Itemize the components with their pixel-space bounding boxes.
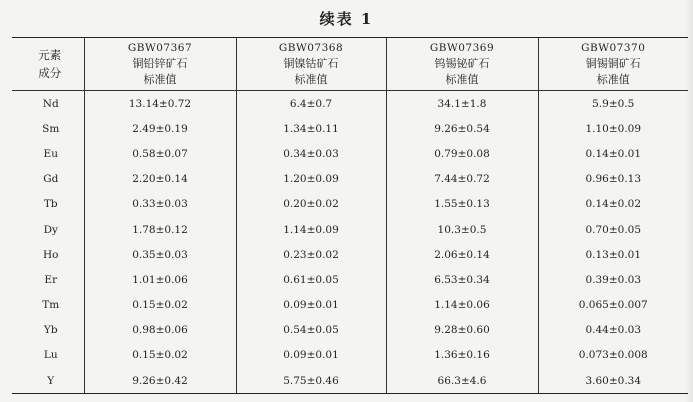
element-cell: Dy	[43, 223, 58, 236]
element-cell: Gd	[43, 173, 59, 186]
table-title: 续表 1	[319, 10, 374, 28]
column-label: 标准值	[596, 73, 630, 86]
header-row	[12, 38, 688, 91]
column-header-gbw07367	[84, 38, 236, 91]
value-cell: 0.073±0.008	[538, 343, 688, 368]
column-code: GBW07369	[429, 42, 495, 54]
element-cell: Tb	[43, 198, 58, 211]
element-cell: Lu	[43, 349, 58, 362]
value-cell: 1.14±0.09	[236, 217, 386, 242]
value-cell: 0.98±0.06	[84, 318, 236, 343]
element-cell: Nd	[42, 97, 59, 110]
value-cell: 0.14±0.02	[538, 192, 688, 217]
value-cell: 1.10±0.09	[538, 116, 688, 141]
table-row	[12, 368, 688, 394]
column-name: 钨锡铋矿石	[434, 57, 490, 70]
value-cell: 1.34±0.11	[236, 116, 386, 141]
element-cell: Yb	[43, 324, 58, 337]
value-cell: 10.3±0.5	[386, 217, 538, 242]
table-row	[12, 217, 688, 242]
value-cell: 0.34±0.03	[236, 141, 386, 166]
value-cell: 0.09±0.01	[236, 343, 386, 368]
value-cell: 0.79±0.08	[386, 141, 538, 166]
value-cell: 0.96±0.13	[538, 167, 688, 192]
element-cell: Ho	[43, 248, 59, 261]
column-header-gbw07368	[236, 38, 386, 91]
column-label: 标准值	[143, 73, 177, 86]
value-cell: 0.15±0.02	[84, 293, 236, 318]
value-cell: 0.58±0.07	[84, 141, 236, 166]
value-cell: 0.15±0.02	[84, 343, 236, 368]
element-cell: Sm	[42, 122, 60, 135]
value-cell: 9.26±0.42	[84, 368, 236, 394]
value-cell: 0.61±0.05	[236, 267, 386, 292]
table-row	[12, 242, 688, 267]
value-cell: 3.60±0.34	[538, 368, 688, 394]
value-cell: 66.3±4.6	[386, 368, 538, 394]
value-cell: 0.14±0.01	[538, 141, 688, 166]
value-cell: 1.20±0.09	[236, 167, 386, 192]
element-cell: Er	[44, 273, 58, 286]
value-cell: 0.39±0.03	[538, 267, 688, 292]
table-row	[12, 267, 688, 292]
page-edge-shadow	[685, 0, 693, 402]
column-name: 铜锡铜矿石	[585, 57, 641, 70]
column-header-gbw07370	[538, 38, 688, 91]
column-label: 标准值	[294, 73, 328, 86]
table-row	[12, 141, 688, 166]
column-header-gbw07369	[386, 38, 538, 91]
value-cell: 7.44±0.72	[386, 167, 538, 192]
table-row	[12, 343, 688, 368]
value-cell: 1.78±0.12	[84, 217, 236, 242]
value-cell: 5.9±0.5	[538, 91, 688, 117]
value-cell: 13.14±0.72	[84, 91, 236, 117]
table-row	[12, 192, 688, 217]
table-body	[12, 91, 688, 394]
table-row	[12, 91, 688, 117]
value-cell: 5.75±0.46	[236, 368, 386, 394]
column-code: GBW07367	[127, 42, 193, 54]
value-cell: 0.065±0.007	[538, 293, 688, 318]
table-row	[12, 318, 688, 343]
value-cell: 1.14±0.06	[386, 293, 538, 318]
value-cell: 1.55±0.13	[386, 192, 538, 217]
value-cell: 0.20±0.02	[236, 192, 386, 217]
table-row	[12, 167, 688, 192]
table-row	[12, 293, 688, 318]
value-cell: 1.01±0.06	[84, 267, 236, 292]
value-cell: 2.06±0.14	[386, 242, 538, 267]
value-cell: 0.35±0.03	[84, 242, 236, 267]
corner-label-element: 元素	[38, 48, 62, 62]
corner-label-component: 成分	[38, 66, 62, 80]
value-cell: 9.28±0.60	[386, 318, 538, 343]
table-row	[12, 116, 688, 141]
value-cell: 0.09±0.01	[236, 293, 386, 318]
column-code: GBW07370	[581, 42, 646, 54]
column-name: 铜镍钴矿石	[283, 57, 339, 70]
table-header	[12, 38, 688, 91]
column-label: 标准值	[445, 73, 479, 86]
standard-values-table	[12, 37, 688, 394]
value-cell: 0.54±0.05	[236, 318, 386, 343]
value-cell: 0.33±0.03	[84, 192, 236, 217]
value-cell: 0.23±0.02	[236, 242, 386, 267]
value-cell: 6.4±0.7	[236, 91, 386, 117]
corner-header	[12, 38, 84, 91]
value-cell: 1.36±0.16	[386, 343, 538, 368]
value-cell: 0.13±0.01	[538, 242, 688, 267]
value-cell: 34.1±1.8	[386, 91, 538, 117]
value-cell: 0.44±0.03	[538, 318, 688, 343]
value-cell: 2.20±0.14	[84, 167, 236, 192]
element-cell: Tm	[42, 299, 60, 312]
value-cell: 0.70±0.05	[538, 217, 688, 242]
column-code: GBW07368	[278, 42, 344, 54]
value-cell: 6.53±0.34	[386, 267, 538, 292]
column-name: 铜铅锌矿石	[132, 57, 188, 70]
element-cell: Y	[12, 368, 84, 394]
value-cell: 2.49±0.19	[84, 116, 236, 141]
element-cell: Eu	[43, 147, 58, 160]
value-cell: 9.26±0.54	[386, 116, 538, 141]
